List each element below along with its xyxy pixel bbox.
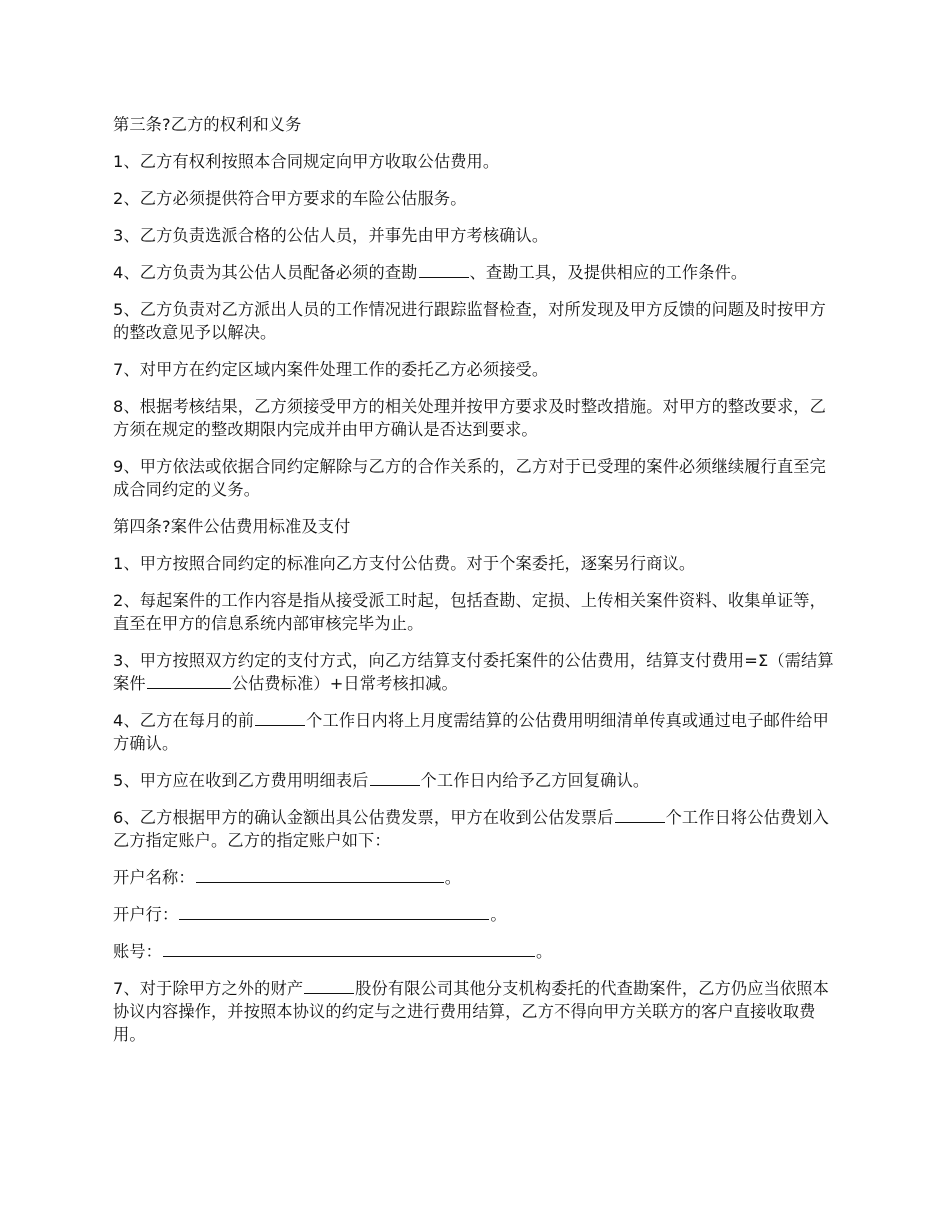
article-3-item-7: 7、对甲方在约定区域内案件处理工作的委托乙方必须接受。 bbox=[113, 360, 549, 379]
account-name-line: 开户名称： 。 bbox=[113, 868, 462, 887]
article-4-item-7: 7、对于除甲方之外的财产 股份有限公司其他分支机构委托的代查勘案件，乙方仍应当依照本协议内容操作，并按照本协议的约定与之进行费用结算，乙方不得向甲方关联方的客户直接收取费用。 bbox=[113, 979, 829, 1044]
account-bank-line: 开户行： 。 bbox=[113, 905, 507, 924]
article-4-item-2: 2、每起案件的工作内容是指从接受派工时起，包括查勘、定损、上传相关案件资料、收集单证等，直至在甲方的信息系统内部审核完毕为止。 bbox=[113, 591, 826, 633]
blank-field[interactable] bbox=[419, 261, 469, 278]
blank-field[interactable] bbox=[370, 769, 420, 786]
article-4-item-3: 3、甲方按照双方约定的支付方式，向乙方结算支付委托案件的公估费用，结算支付费用=Σ（需结算案件 公估费标准）+日常考核扣减。 bbox=[113, 651, 834, 693]
blank-field[interactable] bbox=[304, 977, 354, 994]
account-name-field[interactable] bbox=[196, 866, 444, 883]
article-3-item-9: 9、甲方依法或依据合同约定解除与乙方的合作关系的，乙方对于已受理的案件必须继续履行直至完成合同约定的义务。 bbox=[113, 457, 826, 499]
article-3-item-3: 3、乙方负责选派合格的公估人员，并事先由甲方考核确认。 bbox=[113, 226, 549, 245]
account-number-field[interactable] bbox=[163, 940, 535, 957]
article-3-item-8: 8、根据考核结果，乙方须接受甲方的相关处理并按甲方要求及时整改措施。对甲方的整改要求，乙方须在规定的整改期限内完成并由甲方确认是否达到要求。 bbox=[113, 397, 826, 439]
account-number-line: 账号： 。 bbox=[113, 942, 553, 961]
blank-field[interactable] bbox=[255, 709, 305, 726]
article-3-item-5: 5、乙方负责对乙方派出人员的工作情况进行跟踪监督检查，对所发现及甲方反馈的问题及时按甲方的整改意见予以解决。 bbox=[113, 300, 826, 342]
blank-field[interactable] bbox=[615, 806, 665, 823]
article-4-item-1: 1、甲方按照合同约定的标准向乙方支付公估费。对于个案委托，逐案另行商议。 bbox=[113, 554, 696, 573]
article-3-title: 第三条?乙方的权利和义务 bbox=[113, 115, 302, 134]
article-4-item-5: 5、甲方应在收到乙方费用明细表后 个工作日内给予乙方回复确认。 bbox=[113, 771, 650, 790]
blank-field[interactable] bbox=[147, 672, 231, 689]
article-3-item-4: 4、乙方负责为其公估人员配备必须的查勘 、查勘工具，及提供相应的工作条件。 bbox=[113, 263, 748, 282]
document-body bbox=[113, 113, 841, 1060]
article-4-item-6: 6、乙方根据甲方的确认金额出具公估费发票，甲方在收到公估发票后 个工作日将公估费划入乙方指定账户。乙方的指定账户如下： bbox=[113, 808, 829, 850]
account-bank-field[interactable] bbox=[179, 903, 489, 920]
article-3-item-1: 1、乙方有权利按照本合同规定向甲方收取公估费用。 bbox=[113, 152, 500, 171]
article-4-item-4: 4、乙方在每月的前 个工作日内将上月度需结算的公估费用明细清单传真或通过电子邮件给甲方确认。 bbox=[113, 711, 829, 753]
article-4-title: 第四条?案件公估费用标准及支付 bbox=[113, 517, 351, 536]
article-3-item-2: 2、乙方必须提供符合甲方要求的车险公估服务。 bbox=[113, 189, 467, 208]
